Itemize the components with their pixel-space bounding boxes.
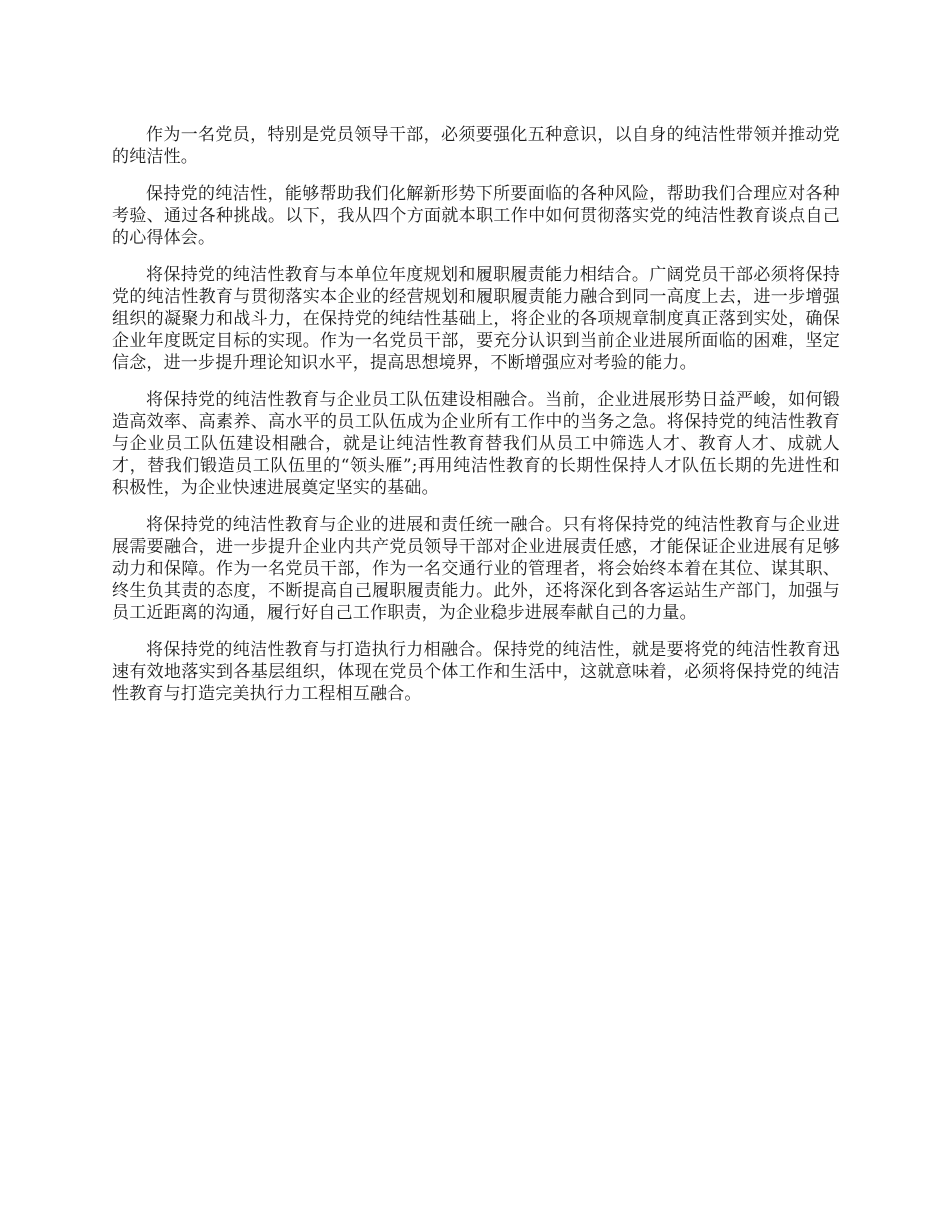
- paragraph-4: 将保持党的纯洁性教育与企业员工队伍建设相融合。当前，企业进展形势日益严峻，如何锻造高效率、高素养、高水平的员工队伍成为企业所有工作中的当务之急。将保持党的纯洁性教育与企业员工队伍建设相融合，就是让纯洁性教育替我们从员工中筛选人才、教育人才、成就人才，替我们锻造员工队伍里的“领头雁”;再用纯洁性教育的长期性保持人才队伍长期的先进性和积极性，为企业快速进展奠定坚实的基础。: [112, 390, 840, 498]
- paragraph-1: 作为一名党员，特别是党员领导干部，必须要强化五种意识，以自身的纯洁性带领并推动党的纯洁性。: [112, 125, 840, 167]
- paragraph-6: 将保持党的纯洁性教育与打造执行力相融合。保持党的纯洁性，就是要将党的纯洁性教育迅速有效地落实到各基层组织，体现在党员个体工作和生活中，这就意味着，必须将保持党的纯洁性教育与打造完美执行力工程相互融合。: [112, 640, 840, 704]
- document-page: [112, 124, 840, 720]
- paragraph-3: 将保持党的纯洁性教育与本单位年度规划和履职履责能力相结合。广阔党员干部必须将保持党的纯洁性教育与贯彻落实本企业的经营规划和履职履责能力融合到同一高度上去，进一步增强组织的凝聚力和战斗力，在保持党的纯结性基础上，将企业的各项规章制度真正落到实处，确保企业年度既定目标的实现。作为一名党员干部，要充分认识到当前企业进展所面临的困难，坚定信念，进一步提升理论知识水平，提高思想境界，不断增强应对考验的能力。: [112, 265, 840, 373]
- paragraph-5: 将保持党的纯洁性教育与企业的进展和责任统一融合。只有将保持党的纯洁性教育与企业进展需要融合，进一步提升企业内共产党员领导干部对企业进展责任感，才能保证企业进展有足够动力和保障。作为一名党员干部，作为一名交通行业的管理者，将会始终本着在其位、谋其职、终生负其责的态度，不断提高自己履职履责能力。此外，还将深化到各客运站生产部门，加强与员工近距离的沟通，履行好自己工作职责，为企业稳步进展奉献自己的力量。: [112, 515, 840, 623]
- paragraph-2: 保持党的纯洁性，能够帮助我们化解新形势下所要面临的各种风险，帮助我们合理应对各种考验、通过各种挑战。以下，我从四个方面就本职工作中如何贯彻落实党的纯洁性教育谈点自己的心得体会。: [112, 184, 840, 248]
